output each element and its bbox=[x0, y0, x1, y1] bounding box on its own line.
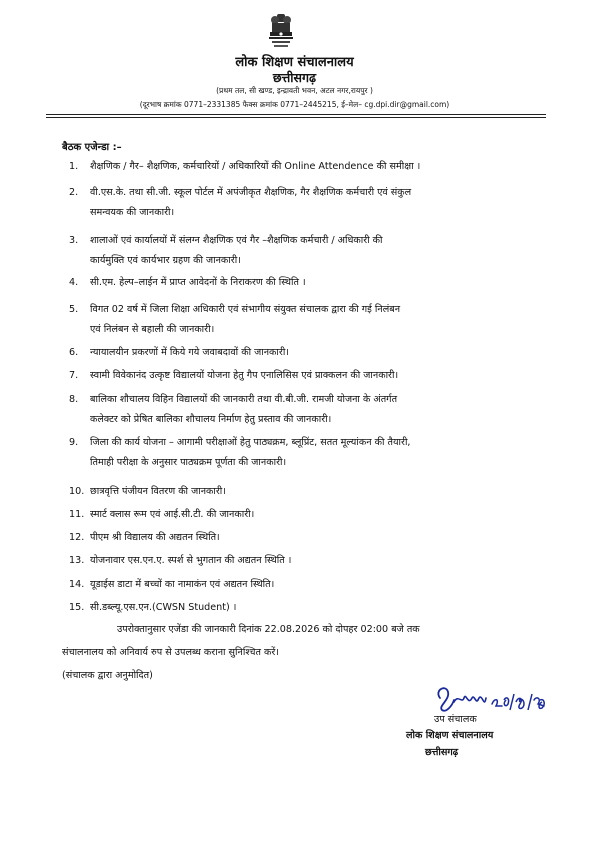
list-item: 14. यूडाईस डाटा में बच्चों का नामाकंन एवं अद्यतन स्थिति। bbox=[69, 579, 275, 590]
signatory-state: छत्तीसगढ़ bbox=[425, 747, 459, 758]
list-item: 13. योजनावार एस.एन.ए. स्पर्श से भुगतान की अद्यतन स्थिति । bbox=[69, 555, 292, 566]
signatory-designation: उप संचालक bbox=[434, 714, 477, 725]
list-item: 9. जिला की कार्य योजना – आगामी परीक्षाओं हेतु पाठ्यक्रम, ब्लूप्रिंट, सतत मूल्यांकन की तैयारी, तिमाही परीक्षा के अनुसार पाठ्यक्रम पूर्णता की जानकारी। bbox=[69, 437, 411, 468]
office-contact: (दूरभाष क्रमांक 0771–2331385 फैक्स क्रमांक 0771–2445215, ई–मेल– cg.dpi.dir@gmail.com) bbox=[139, 100, 450, 109]
list-item: 15. सी.डब्ल्यू.एस.एन.(CWSN Student) । bbox=[69, 602, 237, 613]
signatory-office: लोक शिक्षण संचालनालय bbox=[406, 730, 494, 741]
approval-note: (संचालक द्वारा अनुमोदित) bbox=[62, 670, 153, 681]
state-emblem-icon bbox=[263, 10, 299, 50]
list-item: 10. छात्रवृत्ति पंजीयन वितरण की जानकारी। bbox=[69, 486, 226, 497]
office-address: (प्रथम तल, सी खण्ड, इन्द्रावती भवन, अटल नगर,रायपुर ) bbox=[216, 86, 373, 95]
list-item: 1. शैक्षणिक / गैर– शैक्षणिक, कर्मचारियों / अधिकारियों की Online Attendence की समीक्षा । bbox=[69, 161, 421, 172]
list-item: 5. विगत 02 वर्ष में जिला शिक्षा अधिकारी एवं संभागीय संयुक्त संचालक द्वारा की गई निलंबन एवं निलंबन से बहाली की जानकारी। bbox=[69, 304, 401, 335]
list-item: 7. स्वामी विवेकानंद उत्कृष्ट विद्यालयों योजना हेतु गैप एनालिसिस एवं प्राक्कलन की जानकारी। bbox=[69, 370, 399, 381]
state-name: छत्तीसगढ़ bbox=[272, 70, 317, 85]
closing-paragraph: संचालनालय को अनिवार्य रुप से उपलब्ध कराना सुनिश्चित करें। bbox=[62, 647, 279, 658]
agenda-title: बैठक एजेन्डा :– bbox=[62, 142, 122, 153]
list-item: 3. शालाओं एवं कार्यालयों में संलग्न शैक्षणिक एवं गैर –शैक्षणिक कर्मचारी / अधिकारी की कार्यमुक्ति एवं कार्यभार ग्रहण की जानकारी। bbox=[69, 235, 383, 266]
office-name: लोक शिक्षण संचालनालय bbox=[235, 55, 354, 70]
list-item: 12. पीएम श्री विद्यालय की अद्यतन स्थिति। bbox=[69, 532, 220, 543]
closing-paragraph: उपरोक्तानुसार एजेंडा की जानकारी दिनांक 22.08.2026 को दोपहर 02:00 बजे तक bbox=[117, 624, 420, 635]
list-item: 8. बालिका शौचालय विहिन विद्यालयों की जानकारी तथा वी.बी.जी. रामजी योजना के अंतर्गत कलेक्टर को प्रेषित बालिका शौचालय निर्माण हेतु प्रस्ताव की जानकारी। bbox=[69, 394, 398, 425]
header-divider bbox=[46, 114, 546, 115]
list-item: 11. स्मार्ट क्लास रूम एवं आई.सी.टी. की जानकारी। bbox=[69, 509, 255, 520]
list-item: 2. वी.एस.के. तथा सी.जी. स्कूल पोर्टल में अपंजीकृत शैक्षणिक, गैर शैक्षणिक कर्मचारी एवं संकुल समन्वयक की जानकारी। bbox=[69, 187, 412, 218]
list-item: 6. न्यायालयीन प्रकरणों में किये गये जवाबदावों की जानकारी। bbox=[69, 347, 289, 358]
header-divider bbox=[46, 117, 546, 118]
list-item: 4. सी.एम. हेल्प–लाईन में प्राप्त आवेदनों के निराकरण की स्थिति । bbox=[69, 277, 306, 288]
